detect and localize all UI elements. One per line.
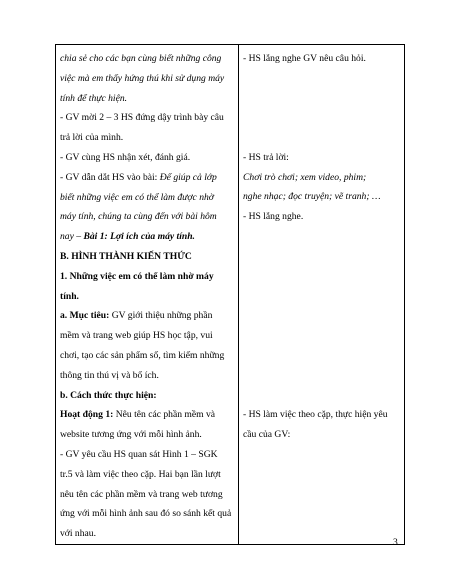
right-line-6: - HS làm việc theo cặp, thực hiện yêu <box>243 408 388 420</box>
activity-heading: 1. Những việc em có thể làm nhờ máy <box>60 270 214 282</box>
left-line-19 <box>60 405 234 425</box>
left-line-24: ứng với mỗi hình ảnh sau đó so sánh kết quả <box>60 508 232 520</box>
left-line-6: - GV cùng HS nhận xét, đánh giá. <box>60 151 191 163</box>
intro-quote-start: Để giúp cả lớp <box>159 171 217 183</box>
left-line-20: website tương ứng với mỗi hình ảnh. <box>60 429 202 441</box>
left-line-8: biết những việc em có thể làm được nhờ <box>60 191 214 203</box>
left-line-10 <box>60 227 234 247</box>
section-heading: B. HÌNH THÀNH KIẾN THỨC <box>60 250 192 262</box>
left-line-9: máy tính, chúng ta cùng đến với bài hôm <box>60 211 217 223</box>
page-number: 3 <box>393 537 398 548</box>
right-line-4: nghe nhạc; đọc truyện; vẽ tranh; … <box>243 191 381 203</box>
left-line-4: - GV mời 2 – 3 HS đứng dậy trình bày câu <box>60 112 224 124</box>
activity-1-label: Hoạt động 1: <box>60 409 116 421</box>
right-line-5: - HS lắng nghe. <box>243 211 304 223</box>
spacer <box>243 227 400 405</box>
student-activity-cell <box>239 45 405 545</box>
objective-label: a. Mục tiêu: <box>60 310 112 322</box>
left-line-5: trả lời của mình. <box>60 132 124 144</box>
teacher-activity-cell <box>56 45 239 545</box>
table-row <box>56 45 405 545</box>
spacer <box>243 69 400 148</box>
lesson-plan-table <box>55 44 405 545</box>
left-line-17: thông tin thú vị và bổ ích. <box>60 369 159 381</box>
left-line-14 <box>60 306 234 326</box>
method-heading: b. Cách thức thực hiện: <box>60 389 157 401</box>
right-line-7: cầu của GV: <box>243 428 291 440</box>
left-line-7 <box>60 168 234 188</box>
left-line-15: mềm và trang web giúp HS học tập, vui <box>60 330 213 342</box>
right-line-1: - HS lắng nghe GV nêu câu hỏi. <box>243 53 366 64</box>
left-line-16: chơi, tạo các sản phẩm số, tìm kiếm những <box>60 349 225 361</box>
left-line-22: tr.5 và làm việc theo cặp. Hai bạn lần lượt <box>60 468 221 480</box>
right-line-2: - HS trả lời: <box>243 151 289 163</box>
right-line-3: Chơi trò chơi; xem video, phim; <box>243 171 367 183</box>
lesson-title: Bài 1: Lợi ích của máy tính. <box>83 231 195 243</box>
objective-text: GV giới thiệu những phần <box>111 310 213 322</box>
left-line-21: - GV yêu cầu HS quan sát Hình 1 – SGK <box>60 448 218 460</box>
intro-quote-end: nay – <box>60 231 84 243</box>
left-line-23: nêu tên các phần mềm và trang web tương <box>60 488 223 500</box>
left-line-25: với nhau. <box>60 528 96 540</box>
activity-1-text: Nêu tên các phần mềm và <box>115 409 216 421</box>
left-line-1: chia sẻ cho các bạn cùng biết những công <box>60 53 222 64</box>
left-line-2: việc mà em thấy hứng thú khi sử dụng máy <box>60 72 225 84</box>
activity-heading-cont: tính. <box>60 290 79 302</box>
intro-lead: - GV dẫn dắt HS vào bài: <box>60 171 160 183</box>
left-line-3: tính để thực hiện. <box>60 92 128 104</box>
